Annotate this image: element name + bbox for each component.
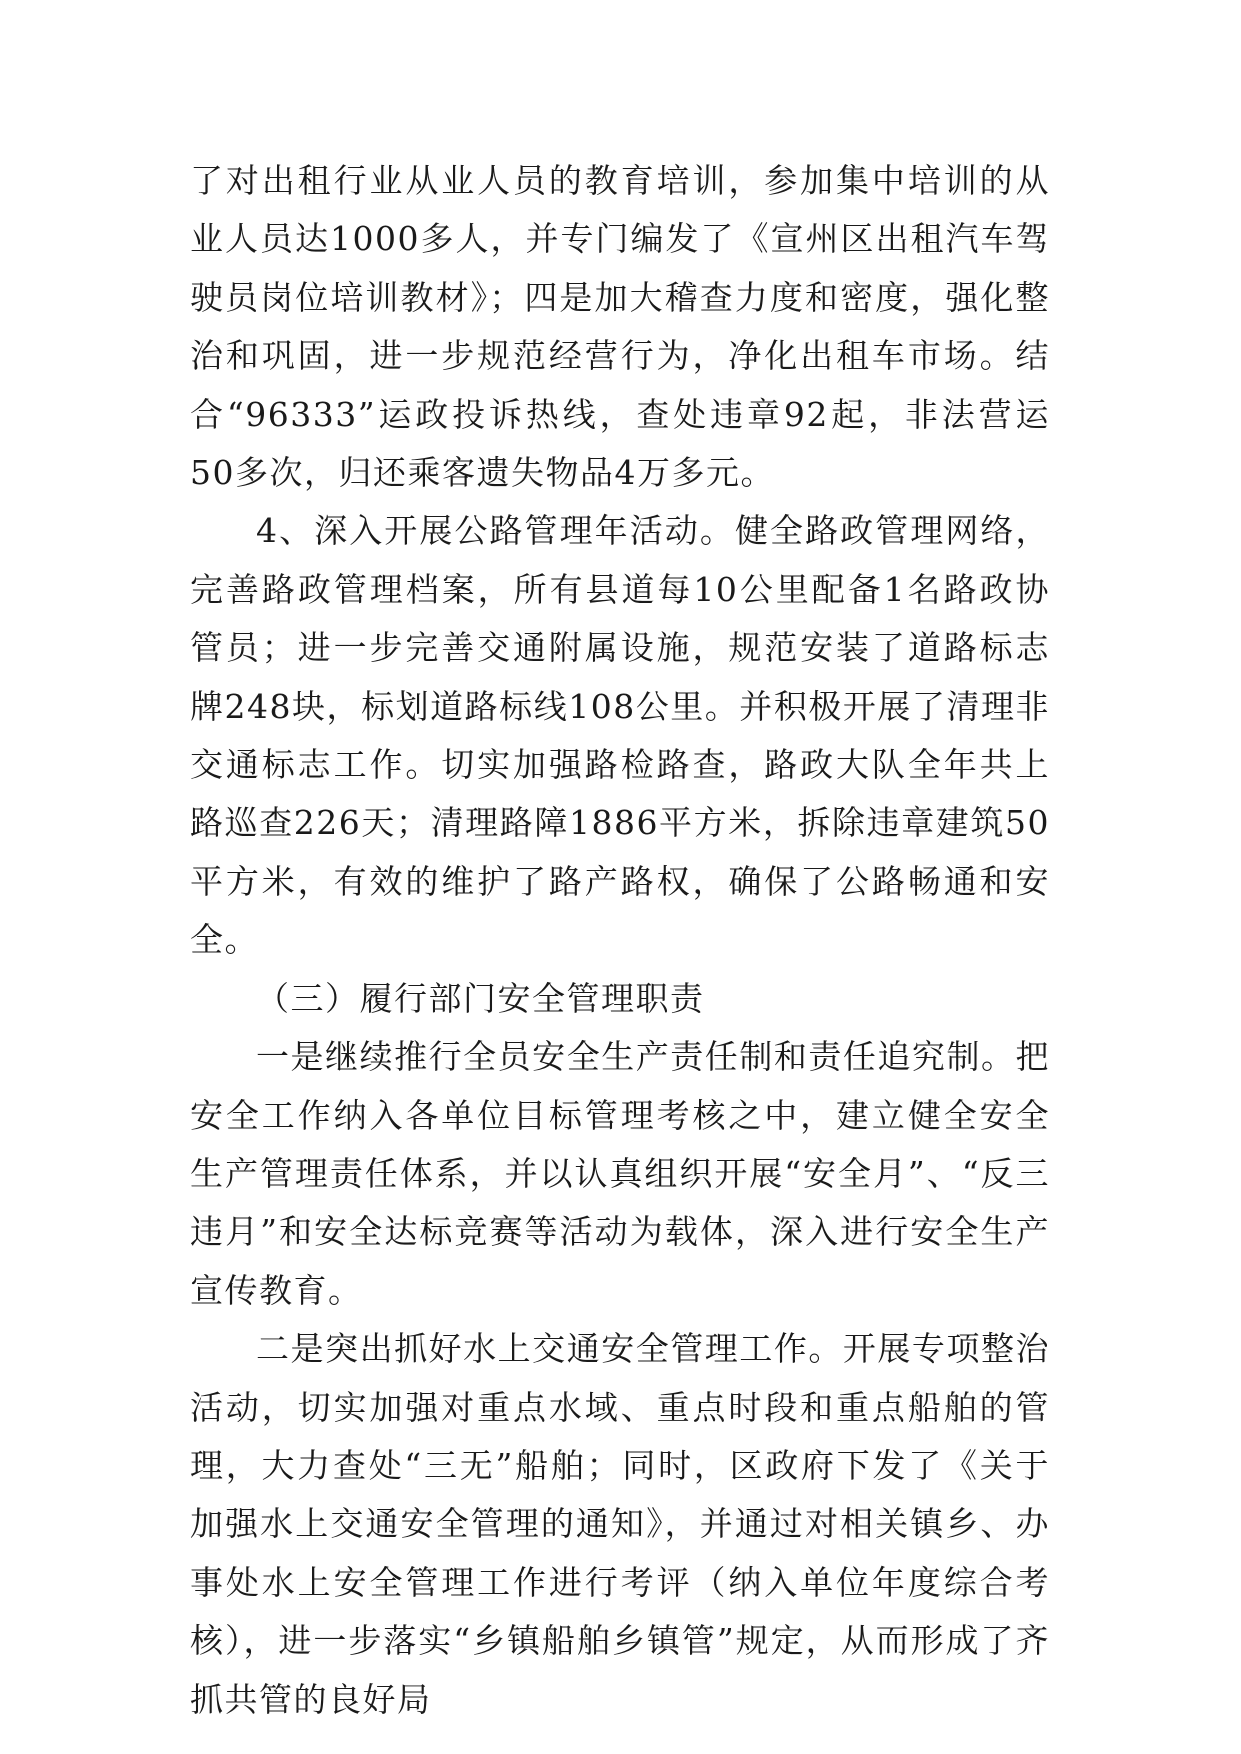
paragraph-taxi-training: 了对出租行业从业人员的教育培训，参加集中培训的从业人员达1000多人，并专门编发了《宣州区出租汽车驾驶员岗位培训教材》；四是加大稽查力度和密度，强化整治和巩固，进一步规范经营行为，净化出租车市场。结合“96333”运政投诉热线，查处违章92起，非法营运50多次，归还乘客遗失物品4万多元。 (190, 161, 1050, 493)
paragraph-water-traffic-safety: 二是突出抓好水上交通安全管理工作。开展专项整治活动，切实加强对重点水域、重点时段和重点船舶的管理，大力查处“三无”船舶；同时，区政府下发了《关于加强水上交通安全管理的通知》，并通过对相关镇乡、办事处水上安全管理工作进行考评（纳入单位年度综合考核），进一步落实“乡镇船舶乡镇管”规定，从而形成了齐抓共管的良好局 (190, 1329, 1050, 1719)
section-heading-safety-duties: （三）履行部门安全管理职责 (256, 978, 705, 1018)
paragraph-safety-responsibility: 一是继续推行全员安全生产责任制和责任追究制。把安全工作纳入各单位目标管理考核之中，建立健全安全生产管理责任体系，并以认真组织开展“安全月”、“反三违月”和安全达标竞赛等活动为载体，深入进行安全生产宣传教育。 (190, 1037, 1050, 1310)
document-body (190, 152, 1050, 1729)
paragraph-road-management: 4、深入开展公路管理年活动。健全路政管理网络，完善路政管理档案，所有县道每10公里配备1名路政协管员；进一步完善交通附属设施，规范安装了道路标志牌248块，标划道路标线108公里。并积极开展了清理非交通标志工作。切实加强路检路查，路政大队全年共上路巡查226天；清理路障1886平方米，拆除违章建筑50平方米，有效的维护了路产路权，确保了公路畅通和安全。 (190, 511, 1050, 960)
